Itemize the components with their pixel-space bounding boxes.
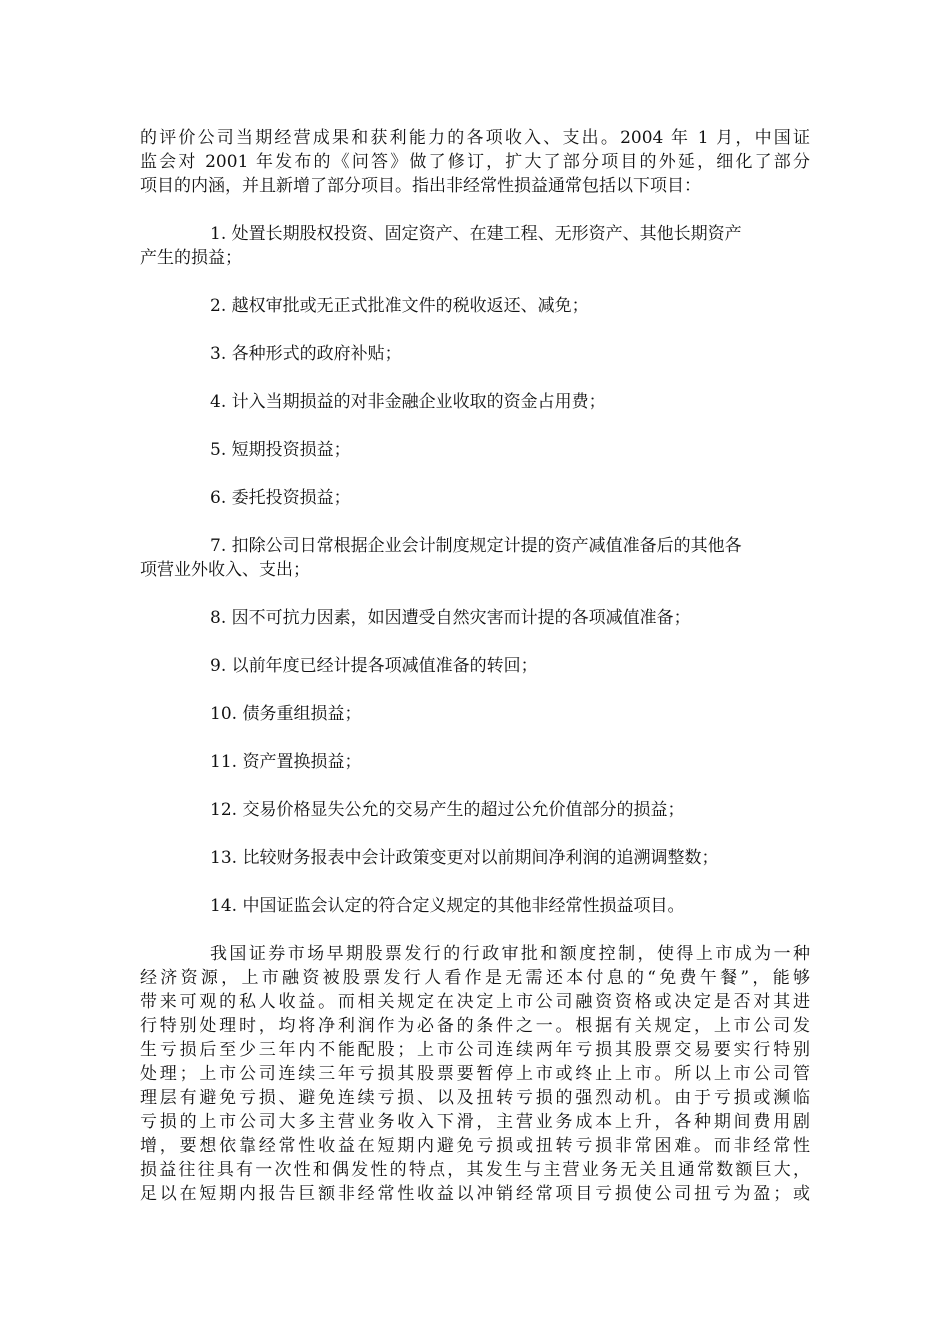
- closing-line-2: 经济资源，上市融资被股票发行人看作是无需还本付息的“免费午餐”，能够: [140, 968, 810, 988]
- closing-line-5: 生亏损后至少三年内不能配股；上市公司连续两年亏损其股票交易要实行特别: [140, 1040, 810, 1060]
- list-item-7-line-2: 项营业外收入、支出；: [140, 560, 310, 580]
- list-item-1-line-2: 产生的损益；: [140, 248, 242, 268]
- closing-line-3: 带来可观的私人收益。而相关规定在决定上市公司融资资格或决定是否对其进: [140, 992, 810, 1012]
- intro-line-3: 项目的内涵，并且新增了部分项目。指出非经常性损益通常包括以下项目：: [140, 176, 701, 196]
- list-item-8: 8. 因不可抗力因素，如因遭受自然灾害而计提的各项减值准备；: [210, 608, 691, 628]
- intro-line-2: 监会对 2001 年发布的《问答》做了修订，扩大了部分项目的外延，细化了部分: [140, 152, 810, 172]
- closing-line-1: 我国证券市场早期股票发行的行政审批和额度控制，使得上市成为一种: [210, 944, 810, 964]
- list-item-13: 13. 比较财务报表中会计政策变更对以前期间净利润的追溯调整数；: [210, 848, 719, 868]
- closing-line-9: 增，要想依靠经常性收益在短期内避免亏损或扭转亏损非常困难。而非经常性: [140, 1136, 810, 1156]
- list-item-2: 2. 越权审批或无正式批准文件的税收返还、减免；: [210, 296, 589, 316]
- intro-line-1: 的评价公司当期经营成果和获利能力的各项收入、支出。2004 年 1 月，中国证: [140, 128, 810, 148]
- closing-line-4: 行特别处理时，均将净利润作为必备的条件之一。根据有关规定，上市公司发: [140, 1016, 810, 1036]
- closing-line-10: 损益往往具有一次性和偶发性的特点，其发生与主营业务无关且通常数额巨大，: [140, 1160, 810, 1180]
- list-item-1-line-1: 1. 处置长期股权投资、固定资产、在建工程、无形资产、其他长期资产: [210, 224, 742, 244]
- list-item-5: 5. 短期投资损益；: [210, 440, 351, 460]
- closing-line-6: 处理；上市公司连续三年亏损其股票要暂停上市或终止上市。所以上市公司管: [140, 1064, 810, 1084]
- list-item-9: 9. 以前年度已经计提各项减值准备的转回；: [210, 656, 538, 676]
- list-item-4: 4. 计入当期损益的对非金融企业收取的资金占用费；: [210, 392, 606, 412]
- list-item-6: 6. 委托投资损益；: [210, 488, 351, 508]
- closing-line-7: 理层有避免亏损、避免连续亏损、以及扭转亏损的强烈动机。由于亏损或濒临: [140, 1088, 810, 1108]
- list-item-3: 3. 各种形式的政府补贴；: [210, 344, 402, 364]
- list-item-10: 10. 债务重组损益；: [210, 704, 362, 724]
- closing-line-8: 亏损的上市公司大多主营业务收入下滑，主营业务成本上升，各种期间费用剧: [140, 1112, 810, 1132]
- list-item-14: 14. 中国证监会认定的符合定义规定的其他非经常性损益项目。: [210, 896, 685, 916]
- closing-line-11: 足以在短期内报告巨额非经常性收益以冲销经常项目亏损使公司扭亏为盈；或: [140, 1184, 810, 1204]
- list-item-11: 11. 资产置换损益；: [210, 752, 362, 772]
- list-item-7-line-1: 7. 扣除公司日常根据企业会计制度规定计提的资产减值准备后的其他各: [210, 536, 742, 556]
- list-item-12: 12. 交易价格显失公允的交易产生的超过公允价值部分的损益；: [210, 800, 685, 820]
